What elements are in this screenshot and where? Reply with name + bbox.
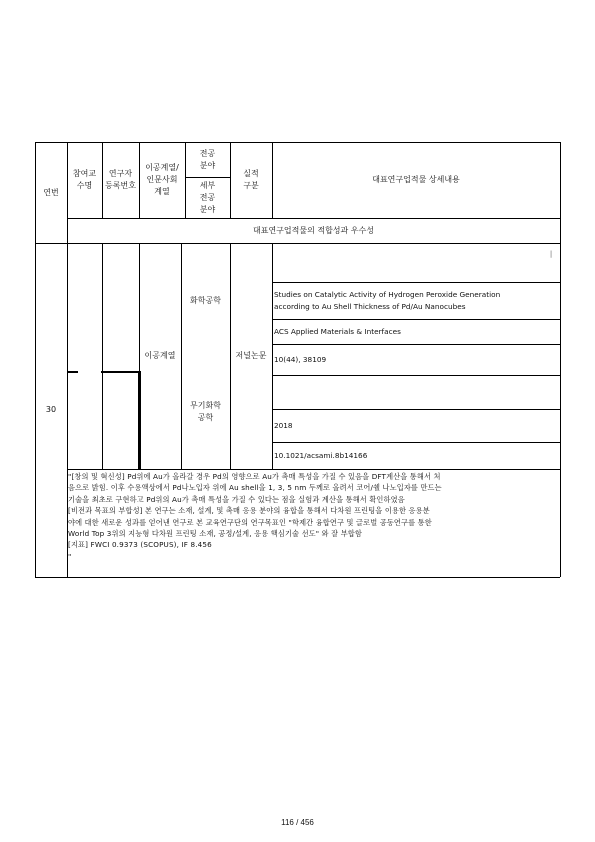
header-details: 대표연구업적물 상세내용 — [372, 175, 460, 184]
detail-blank — [274, 375, 558, 409]
detail-mark: | — [549, 250, 553, 258]
row-major-field: 화학공학 — [190, 295, 221, 305]
header-suitability: 대표연구업적물의 적합성과 우수성 — [252, 225, 374, 235]
detail-journal: ACS Applied Materials & Interfaces — [274, 326, 401, 336]
page-number: 116 / 456 — [281, 818, 314, 827]
header-result-type: 실적 구분 — [243, 169, 259, 190]
detail-title: Studies on Catalytic Activity of Hydrogen Peroxide Generation according to Au Shell Thickness of Pd/Au Nanocubes — [274, 289, 501, 311]
row-result-type: 저널논문 — [235, 351, 267, 360]
header-researcher-id: 연구자 등록번호 — [105, 169, 136, 190]
header-year: 연번 — [43, 187, 59, 197]
row-sub-major: 무기화학 공학 — [190, 401, 221, 422]
detail-year: 2018 — [274, 420, 293, 430]
row-number: 30 — [45, 405, 57, 414]
detail-doi: 10.1021/acsami.8b14166 — [274, 450, 368, 460]
header-field-group: 이공계열/ 인문사회 계열 — [145, 163, 179, 196]
header-participant: 참여교 수명 — [72, 169, 97, 190]
redacted-mark — [67, 371, 78, 373]
suitability-remarks: "[창의 및 혁신성] Pd위에 Au가 올라갈 경우 Pd의 영향으로 Au가 촉매 특성을 가질 수 있음을 DFT계산을 통해서 처 음으로 밝힘. 이후 수용액상에서 Pd나노입자 위에 Au shell을 1, 3, 5 nm 두께로 올려서 코어/쉘 나노입자를 만드는 기술을 최초로 구현하고 Pd위의 Au가 촉매 특성을 가질 수 있다는 점을 실험과 계산을 통해서 확인하였음 [비전과 목표의 부합성] 본 연구는 소재, 설계, 및 촉매 응용 분야의 융합을 통해서 다차원 프린팅을 이용한 응용분 야에 대한 새로운 성과를 얻어낸 연구로 본 교육연구단의 연구목표인 "학제간 융합연구 및 글로벌 공동연구를 통한 World Top 3위의 지능형 다차원 프린팅 소재, 공정/설계, 응용 핵심기술 선도" 와 잘 부합함 [지표] FWCI 0.9373 (SCOPUS), IF 8.456 " — [68, 472, 442, 561]
row-field-group: 이공계열 — [144, 351, 176, 360]
detail-volume: 10(44), 38109 — [274, 354, 327, 364]
header-sub-major: 세부 전공 분야 — [199, 180, 216, 214]
redacted-mark — [101, 371, 141, 373]
header-major-field: 전공 분야 — [199, 148, 216, 170]
